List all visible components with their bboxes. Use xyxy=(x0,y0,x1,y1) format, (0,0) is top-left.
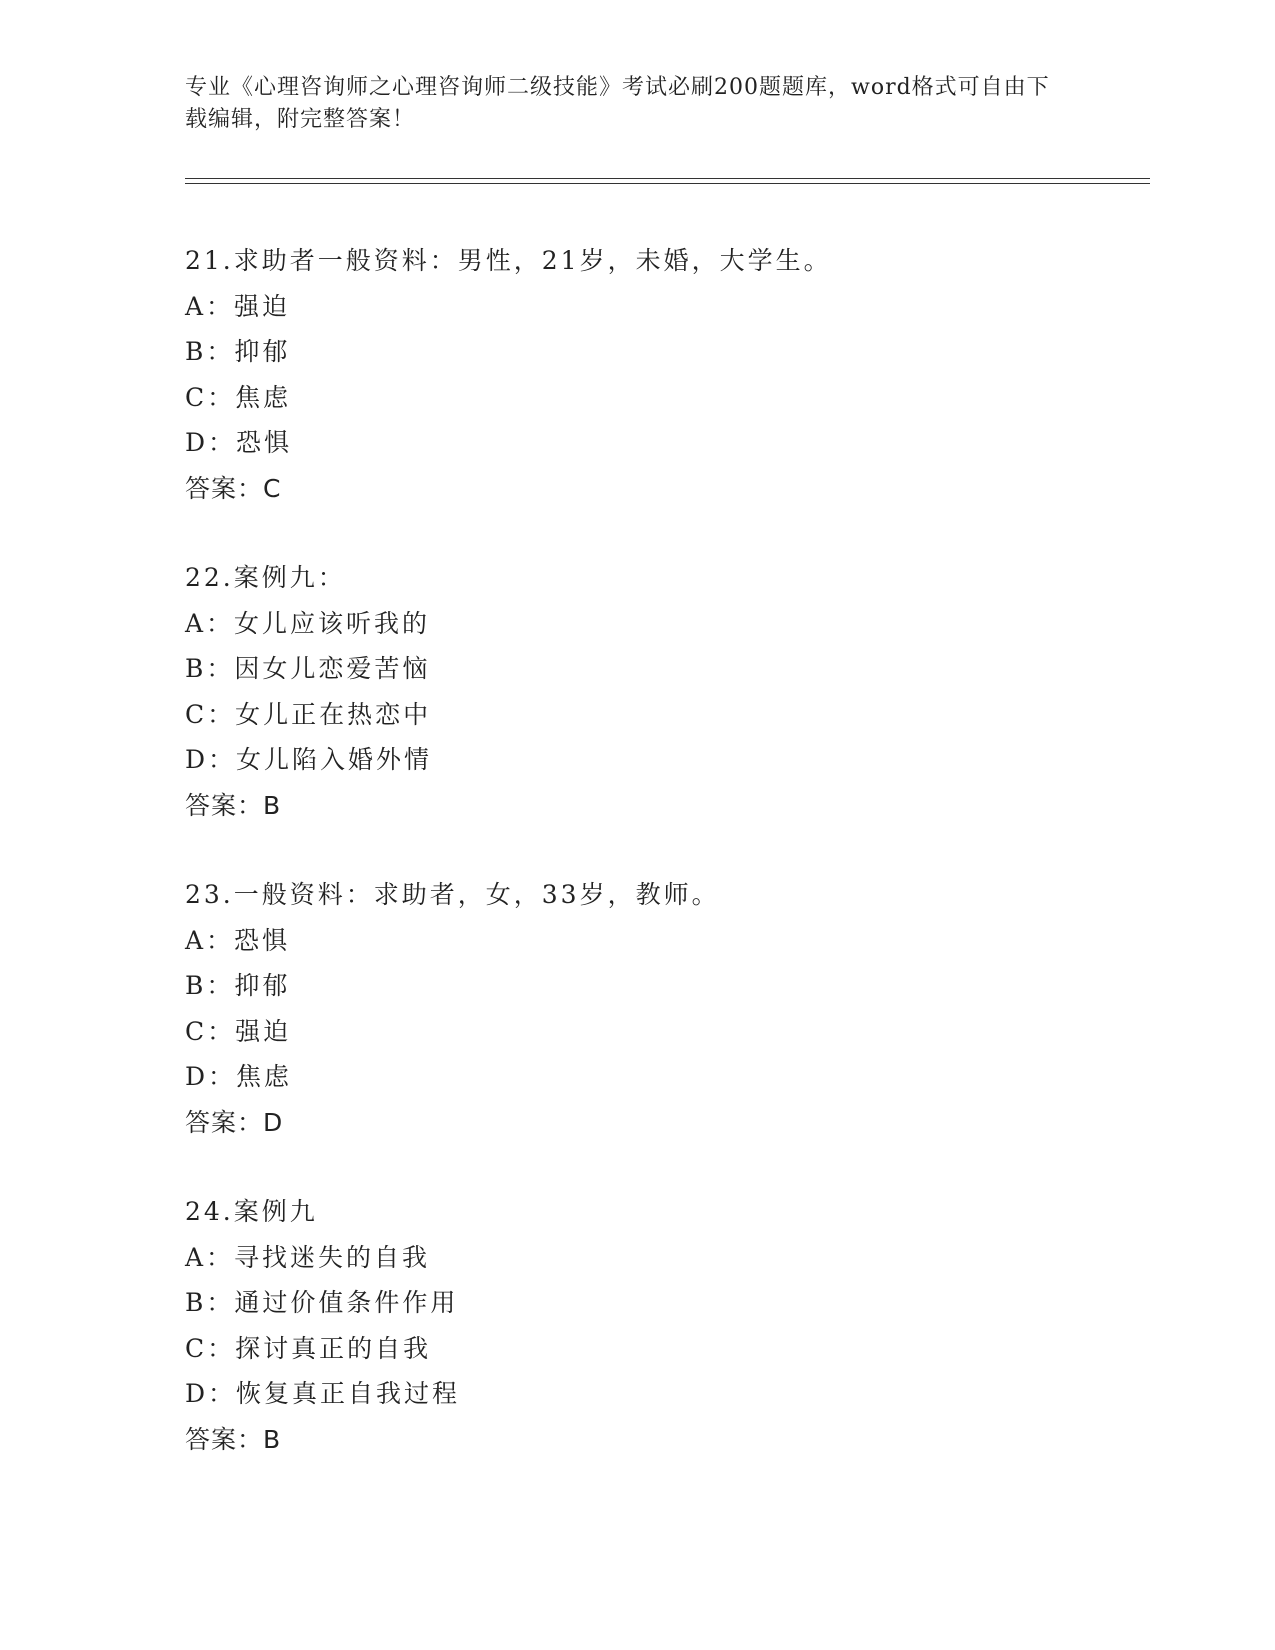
question-23 xyxy=(185,872,1145,1145)
question-stem: 22.案例九： xyxy=(185,563,346,592)
option-a: A：女儿应该听我的 xyxy=(185,608,431,638)
question-stem: 21.求助者一般资料：男性，21岁，未婚，大学生。 xyxy=(185,246,832,275)
header-divider-bottom xyxy=(185,183,1150,184)
question-22 xyxy=(185,555,1145,828)
option-b: B：因女儿恋爱苦恼 xyxy=(185,654,431,683)
answer-text: 答案：C xyxy=(185,473,282,503)
option-a: A：恐惧 xyxy=(185,925,291,955)
option-a: A：寻找迷失的自我 xyxy=(185,1242,431,1272)
header-divider-top xyxy=(185,178,1150,179)
option-a: A：强迫 xyxy=(185,291,291,321)
answer-text: 答案：D xyxy=(185,1107,284,1137)
answer-text: 答案：B xyxy=(185,1424,282,1454)
option-c: C：女儿正在热恋中 xyxy=(185,699,432,729)
question-24 xyxy=(185,1189,1145,1462)
answer-text: 答案：B xyxy=(185,790,282,820)
question-21 xyxy=(185,238,1145,511)
option-b: B：抑郁 xyxy=(185,337,291,366)
question-list xyxy=(185,238,1145,1506)
option-c: C：焦虑 xyxy=(185,382,292,412)
option-b: B：通过价值条件作用 xyxy=(185,1288,459,1317)
option-b: B：抑郁 xyxy=(185,971,291,1000)
question-stem: 23.一般资料：求助者，女，33岁，教师。 xyxy=(185,880,720,909)
option-d: D：恐惧 xyxy=(185,428,293,457)
option-c: C：探讨真正的自我 xyxy=(185,1333,432,1363)
question-stem: 24.案例九 xyxy=(185,1197,318,1226)
document-header: 专业《心理咨询师之心理咨询师二级技能》考试必刷200题题库，word格式可自由下载编辑，附完整答案！ xyxy=(185,75,1050,132)
option-d: D：焦虑 xyxy=(185,1062,293,1091)
option-c: C：强迫 xyxy=(185,1016,292,1046)
option-d: D：恢复真正自我过程 xyxy=(185,1379,461,1408)
option-d: D：女儿陷入婚外情 xyxy=(185,745,433,774)
